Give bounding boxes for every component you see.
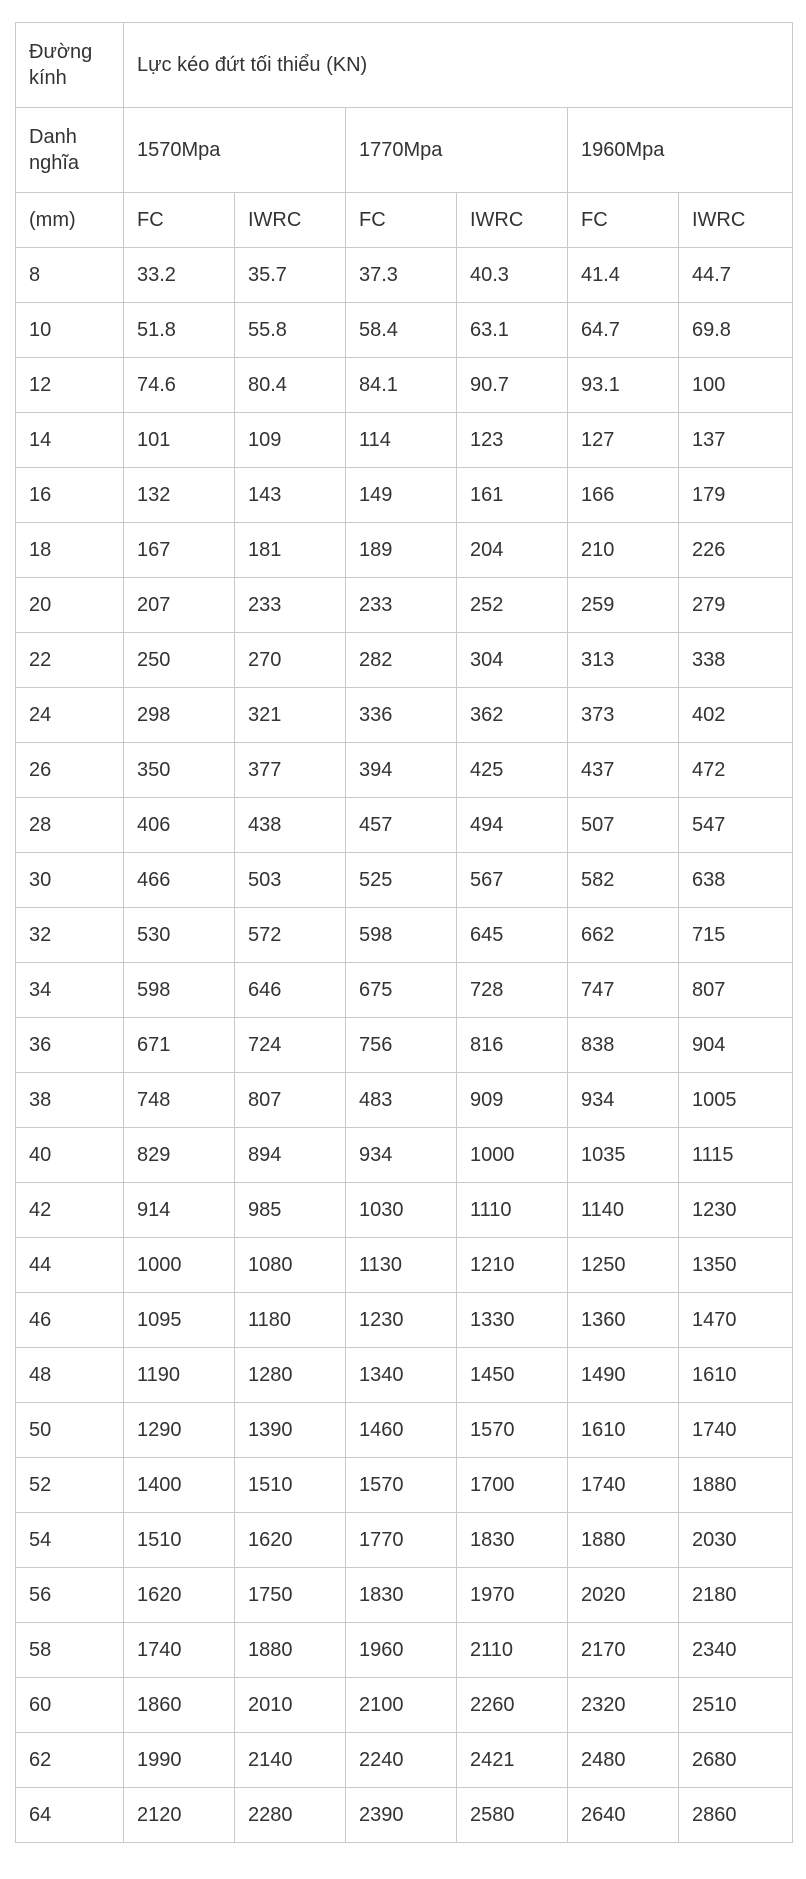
fc-1770-cell: 58.4 (346, 303, 457, 358)
fc-1770-cell: 1460 (346, 1403, 457, 1458)
nominal-header: Danh nghĩa (16, 108, 124, 193)
table-row (16, 963, 793, 1018)
table-row (16, 1183, 793, 1238)
fc-1770-cell: 2240 (346, 1733, 457, 1788)
fc-1570-cell: 1400 (124, 1458, 235, 1513)
iwrc-1570-cell: 321 (235, 688, 346, 743)
iwrc-1570-cell: 181 (235, 523, 346, 578)
iwrc-1570-cell: 2280 (235, 1788, 346, 1843)
iwrc-1570-cell: 270 (235, 633, 346, 688)
table-row (16, 908, 793, 963)
diameter-cell: 40 (16, 1128, 124, 1183)
iwrc-1570-cell: 80.4 (235, 358, 346, 413)
iwrc-1570-cell: 2140 (235, 1733, 346, 1788)
table-row (16, 688, 793, 743)
iwrc-1960-cell: 2510 (679, 1678, 793, 1733)
fc-1570-cell: 1095 (124, 1293, 235, 1348)
iwrc-1770-cell: 63.1 (457, 303, 568, 358)
diameter-cell: 14 (16, 413, 124, 468)
iwrc-1770-cell: 816 (457, 1018, 568, 1073)
fc-1960-cell: 507 (568, 798, 679, 853)
iwrc-1960-cell: 1610 (679, 1348, 793, 1403)
iwrc-1570-cell: 1080 (235, 1238, 346, 1293)
table-row (16, 1348, 793, 1403)
fc-1770-cell: 1770 (346, 1513, 457, 1568)
fc-1770-cell: 675 (346, 963, 457, 1018)
fc-1770-cell: 2100 (346, 1678, 457, 1733)
diameter-cell: 50 (16, 1403, 124, 1458)
table-row (16, 468, 793, 523)
table-row (16, 1018, 793, 1073)
fc-1770-cell: 1570 (346, 1458, 457, 1513)
iwrc-1770-cell: 494 (457, 798, 568, 853)
iwrc-1960-cell: 137 (679, 413, 793, 468)
fc-1770-cell: 525 (346, 853, 457, 908)
fc-1960-cell: 1880 (568, 1513, 679, 1568)
fc-1770-cell: 934 (346, 1128, 457, 1183)
table-row (16, 413, 793, 468)
fc-1770-cell: 394 (346, 743, 457, 798)
iwrc-1960-cell: 715 (679, 908, 793, 963)
fc-1570-cell: 250 (124, 633, 235, 688)
iwrc-1960-cell: 2030 (679, 1513, 793, 1568)
diameter-cell: 46 (16, 1293, 124, 1348)
fc-1960-cell: 373 (568, 688, 679, 743)
iwrc-1570-cell: 1620 (235, 1513, 346, 1568)
diameter-cell: 54 (16, 1513, 124, 1568)
table-row (16, 633, 793, 688)
iwrc-1770-cell: 1000 (457, 1128, 568, 1183)
table-row (16, 853, 793, 908)
fc-1770-cell: 1340 (346, 1348, 457, 1403)
table-row (16, 1073, 793, 1128)
iwrc-1570-cell: 894 (235, 1128, 346, 1183)
fc-1570-cell: 598 (124, 963, 235, 1018)
fc-1770-cell: 1130 (346, 1238, 457, 1293)
table-row (16, 1128, 793, 1183)
iwrc-1770-cell: 1110 (457, 1183, 568, 1238)
header-row-1 (16, 23, 793, 108)
iwrc-1770-cell: 645 (457, 908, 568, 963)
fc-1570-cell: 33.2 (124, 248, 235, 303)
grade-header: 1570Mpa (124, 108, 346, 193)
iwrc-1770-cell: 123 (457, 413, 568, 468)
table-row (16, 1733, 793, 1788)
fc-1770-cell: 336 (346, 688, 457, 743)
iwrc-1960-cell: 2860 (679, 1788, 793, 1843)
fc-1570-cell: 1000 (124, 1238, 235, 1293)
fc-1960-cell: 934 (568, 1073, 679, 1128)
fc-1960-cell: 1250 (568, 1238, 679, 1293)
fc-1960-cell: 1610 (568, 1403, 679, 1458)
diameter-cell: 42 (16, 1183, 124, 1238)
grade-header: 1770Mpa (346, 108, 568, 193)
fc-1770-cell: 37.3 (346, 248, 457, 303)
table-row (16, 1623, 793, 1678)
table-row (16, 1403, 793, 1458)
header-row-3 (16, 193, 793, 248)
unit-header: (mm) (16, 193, 124, 248)
iwrc-1770-cell: 1210 (457, 1238, 568, 1293)
fc-1960-cell: 41.4 (568, 248, 679, 303)
fc-1960-cell: 838 (568, 1018, 679, 1073)
core-type-header: FC (346, 193, 457, 248)
fc-1960-cell: 259 (568, 578, 679, 633)
fc-1960-cell: 2480 (568, 1733, 679, 1788)
iwrc-1960-cell: 69.8 (679, 303, 793, 358)
iwrc-1960-cell: 279 (679, 578, 793, 633)
fc-1770-cell: 2390 (346, 1788, 457, 1843)
fc-1570-cell: 1990 (124, 1733, 235, 1788)
fc-1570-cell: 1510 (124, 1513, 235, 1568)
fc-1770-cell: 84.1 (346, 358, 457, 413)
fc-1960-cell: 1490 (568, 1348, 679, 1403)
iwrc-1960-cell: 904 (679, 1018, 793, 1073)
table-row (16, 743, 793, 798)
diameter-cell: 28 (16, 798, 124, 853)
fc-1960-cell: 313 (568, 633, 679, 688)
fc-1960-cell: 1740 (568, 1458, 679, 1513)
iwrc-1570-cell: 438 (235, 798, 346, 853)
iwrc-1960-cell: 547 (679, 798, 793, 853)
iwrc-1770-cell: 2260 (457, 1678, 568, 1733)
diameter-cell: 60 (16, 1678, 124, 1733)
fc-1770-cell: 114 (346, 413, 457, 468)
iwrc-1770-cell: 2110 (457, 1623, 568, 1678)
diameter-cell: 34 (16, 963, 124, 1018)
diameter-cell: 22 (16, 633, 124, 688)
iwrc-1570-cell: 55.8 (235, 303, 346, 358)
fc-1960-cell: 582 (568, 853, 679, 908)
diameter-cell: 32 (16, 908, 124, 963)
fc-1570-cell: 1290 (124, 1403, 235, 1458)
fc-1570-cell: 2120 (124, 1788, 235, 1843)
iwrc-1960-cell: 2340 (679, 1623, 793, 1678)
iwrc-1570-cell: 377 (235, 743, 346, 798)
fc-1960-cell: 747 (568, 963, 679, 1018)
iwrc-1960-cell: 1350 (679, 1238, 793, 1293)
iwrc-1770-cell: 362 (457, 688, 568, 743)
diameter-cell: 10 (16, 303, 124, 358)
iwrc-1770-cell: 1830 (457, 1513, 568, 1568)
fc-1570-cell: 1190 (124, 1348, 235, 1403)
iwrc-1570-cell: 2010 (235, 1678, 346, 1733)
iwrc-1770-cell: 161 (457, 468, 568, 523)
fc-1960-cell: 1035 (568, 1128, 679, 1183)
core-type-header: IWRC (457, 193, 568, 248)
fc-1570-cell: 914 (124, 1183, 235, 1238)
iwrc-1960-cell: 44.7 (679, 248, 793, 303)
diameter-cell: 18 (16, 523, 124, 578)
table-row (16, 358, 793, 413)
iwrc-1770-cell: 425 (457, 743, 568, 798)
iwrc-1570-cell: 35.7 (235, 248, 346, 303)
iwrc-1960-cell: 2180 (679, 1568, 793, 1623)
table-row (16, 248, 793, 303)
iwrc-1570-cell: 1280 (235, 1348, 346, 1403)
grade-header: 1960Mpa (568, 108, 793, 193)
fc-1960-cell: 2020 (568, 1568, 679, 1623)
iwrc-1960-cell: 472 (679, 743, 793, 798)
diameter-cell: 48 (16, 1348, 124, 1403)
iwrc-1770-cell: 40.3 (457, 248, 568, 303)
table-row (16, 303, 793, 358)
table-row (16, 523, 793, 578)
table-row (16, 1788, 793, 1843)
diameter-cell: 56 (16, 1568, 124, 1623)
table-row (16, 1678, 793, 1733)
iwrc-1770-cell: 728 (457, 963, 568, 1018)
iwrc-1570-cell: 572 (235, 908, 346, 963)
iwrc-1570-cell: 233 (235, 578, 346, 633)
iwrc-1770-cell: 304 (457, 633, 568, 688)
fc-1570-cell: 74.6 (124, 358, 235, 413)
fc-1960-cell: 210 (568, 523, 679, 578)
fc-1570-cell: 829 (124, 1128, 235, 1183)
table-row (16, 578, 793, 633)
fc-1960-cell: 2320 (568, 1678, 679, 1733)
iwrc-1770-cell: 1700 (457, 1458, 568, 1513)
iwrc-1570-cell: 1750 (235, 1568, 346, 1623)
fc-1770-cell: 149 (346, 468, 457, 523)
fc-1570-cell: 530 (124, 908, 235, 963)
iwrc-1770-cell: 1970 (457, 1568, 568, 1623)
fc-1770-cell: 457 (346, 798, 457, 853)
fc-1960-cell: 1360 (568, 1293, 679, 1348)
iwrc-1960-cell: 1740 (679, 1403, 793, 1458)
iwrc-1960-cell: 1880 (679, 1458, 793, 1513)
iwrc-1770-cell: 2580 (457, 1788, 568, 1843)
fc-1570-cell: 207 (124, 578, 235, 633)
diameter-cell: 20 (16, 578, 124, 633)
iwrc-1960-cell: 100 (679, 358, 793, 413)
iwrc-1770-cell: 204 (457, 523, 568, 578)
iwrc-1960-cell: 1230 (679, 1183, 793, 1238)
header-row-2 (16, 108, 793, 193)
iwrc-1770-cell: 1570 (457, 1403, 568, 1458)
fc-1960-cell: 662 (568, 908, 679, 963)
diameter-cell: 52 (16, 1458, 124, 1513)
diameter-cell: 64 (16, 1788, 124, 1843)
fc-1770-cell: 189 (346, 523, 457, 578)
iwrc-1570-cell: 724 (235, 1018, 346, 1073)
fc-1770-cell: 598 (346, 908, 457, 963)
fc-1570-cell: 671 (124, 1018, 235, 1073)
table-row (16, 1458, 793, 1513)
iwrc-1960-cell: 638 (679, 853, 793, 908)
diameter-cell: 36 (16, 1018, 124, 1073)
table-row (16, 1568, 793, 1623)
fc-1770-cell: 1230 (346, 1293, 457, 1348)
fc-1770-cell: 282 (346, 633, 457, 688)
breaking-force-table (15, 22, 793, 1843)
diameter-cell: 16 (16, 468, 124, 523)
iwrc-1770-cell: 1450 (457, 1348, 568, 1403)
iwrc-1570-cell: 1180 (235, 1293, 346, 1348)
fc-1570-cell: 167 (124, 523, 235, 578)
fc-1770-cell: 1960 (346, 1623, 457, 1678)
iwrc-1570-cell: 109 (235, 413, 346, 468)
fc-1960-cell: 93.1 (568, 358, 679, 413)
iwrc-1960-cell: 1005 (679, 1073, 793, 1128)
fc-1770-cell: 483 (346, 1073, 457, 1128)
diameter-cell: 24 (16, 688, 124, 743)
table-row (16, 1238, 793, 1293)
diameter-cell: 12 (16, 358, 124, 413)
fc-1770-cell: 233 (346, 578, 457, 633)
iwrc-1570-cell: 1510 (235, 1458, 346, 1513)
iwrc-1570-cell: 143 (235, 468, 346, 523)
diameter-cell: 44 (16, 1238, 124, 1293)
iwrc-1960-cell: 338 (679, 633, 793, 688)
iwrc-1960-cell: 402 (679, 688, 793, 743)
iwrc-1570-cell: 646 (235, 963, 346, 1018)
fc-1960-cell: 2170 (568, 1623, 679, 1678)
diameter-cell: 62 (16, 1733, 124, 1788)
fc-1770-cell: 1030 (346, 1183, 457, 1238)
fc-1770-cell: 756 (346, 1018, 457, 1073)
table-row (16, 798, 793, 853)
diameter-cell: 26 (16, 743, 124, 798)
table-row (16, 1293, 793, 1348)
diameter-cell: 8 (16, 248, 124, 303)
fc-1570-cell: 466 (124, 853, 235, 908)
iwrc-1770-cell: 909 (457, 1073, 568, 1128)
fc-1570-cell: 1620 (124, 1568, 235, 1623)
iwrc-1570-cell: 985 (235, 1183, 346, 1238)
diameter-cell: 38 (16, 1073, 124, 1128)
fc-1960-cell: 1140 (568, 1183, 679, 1238)
diameter-cell: 58 (16, 1623, 124, 1678)
iwrc-1770-cell: 1330 (457, 1293, 568, 1348)
iwrc-1570-cell: 503 (235, 853, 346, 908)
fc-1570-cell: 51.8 (124, 303, 235, 358)
core-type-header: IWRC (679, 193, 793, 248)
fc-1960-cell: 127 (568, 413, 679, 468)
core-type-header: IWRC (235, 193, 346, 248)
fc-1570-cell: 406 (124, 798, 235, 853)
fc-1960-cell: 2640 (568, 1788, 679, 1843)
fc-1570-cell: 1860 (124, 1678, 235, 1733)
fc-1960-cell: 166 (568, 468, 679, 523)
iwrc-1770-cell: 567 (457, 853, 568, 908)
core-type-header: FC (124, 193, 235, 248)
iwrc-1960-cell: 2680 (679, 1733, 793, 1788)
table-row (16, 1513, 793, 1568)
iwrc-1770-cell: 252 (457, 578, 568, 633)
iwrc-1570-cell: 1880 (235, 1623, 346, 1678)
iwrc-1570-cell: 807 (235, 1073, 346, 1128)
diameter-header: Đường kính (16, 23, 124, 108)
iwrc-1960-cell: 807 (679, 963, 793, 1018)
fc-1770-cell: 1830 (346, 1568, 457, 1623)
iwrc-1960-cell: 226 (679, 523, 793, 578)
fc-1960-cell: 64.7 (568, 303, 679, 358)
fc-1570-cell: 1740 (124, 1623, 235, 1678)
fc-1570-cell: 748 (124, 1073, 235, 1128)
iwrc-1960-cell: 1115 (679, 1128, 793, 1183)
iwrc-1960-cell: 179 (679, 468, 793, 523)
diameter-cell: 30 (16, 853, 124, 908)
fc-1570-cell: 101 (124, 413, 235, 468)
iwrc-1570-cell: 1390 (235, 1403, 346, 1458)
iwrc-1770-cell: 90.7 (457, 358, 568, 413)
iwrc-1770-cell: 2421 (457, 1733, 568, 1788)
fc-1570-cell: 350 (124, 743, 235, 798)
force-header: Lực kéo đứt tối thiểu (KN) (124, 23, 793, 108)
core-type-header: FC (568, 193, 679, 248)
fc-1570-cell: 298 (124, 688, 235, 743)
fc-1960-cell: 437 (568, 743, 679, 798)
iwrc-1960-cell: 1470 (679, 1293, 793, 1348)
fc-1570-cell: 132 (124, 468, 235, 523)
